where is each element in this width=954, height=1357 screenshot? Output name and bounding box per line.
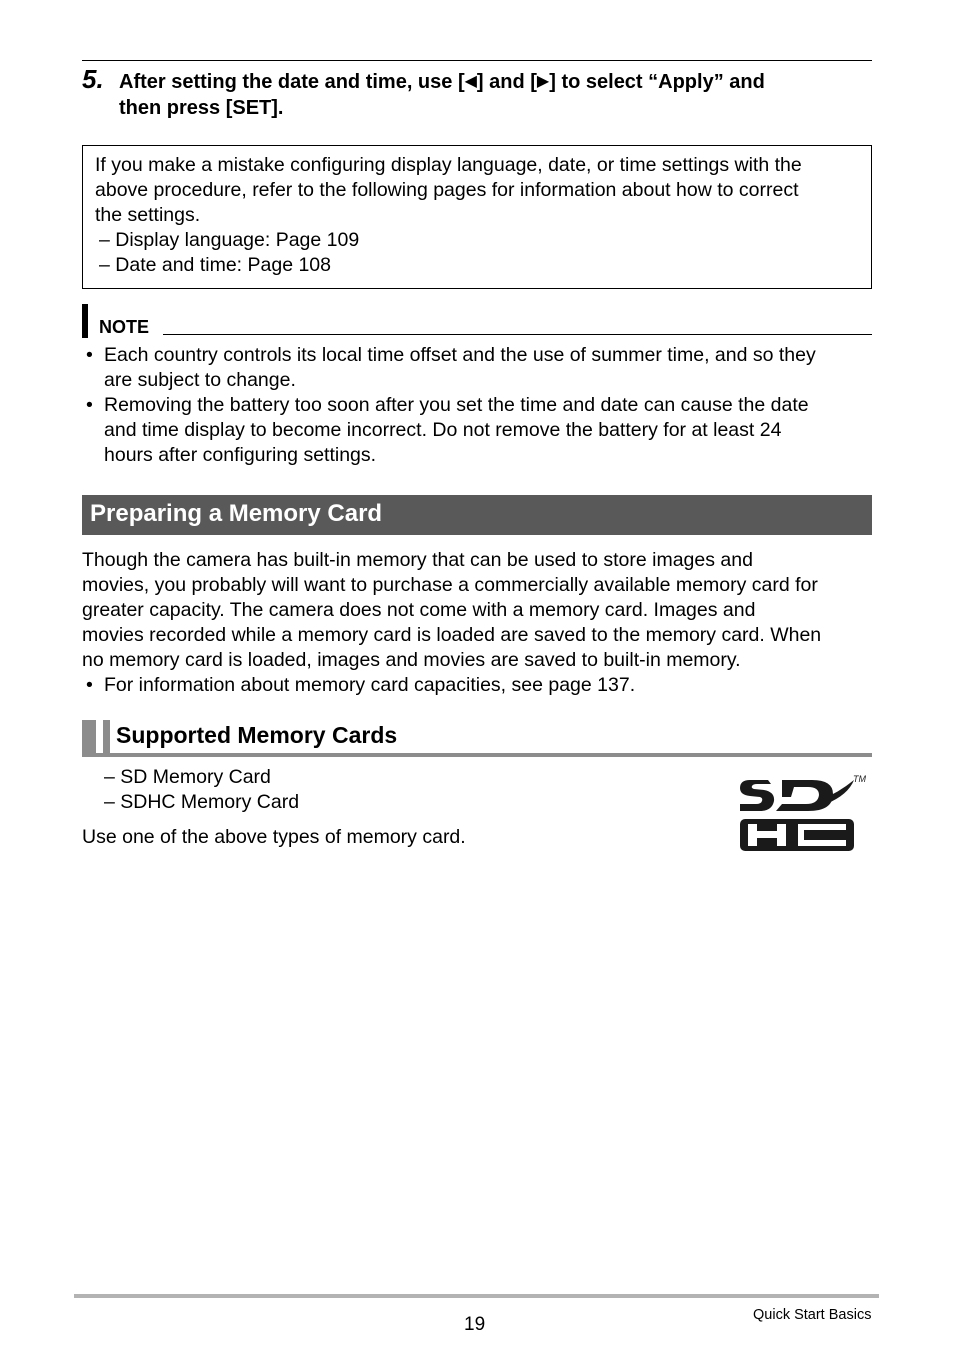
- top-divider: [82, 60, 872, 61]
- step-number: 5.: [82, 64, 104, 94]
- note-item-line: hours after configuring settings.: [104, 444, 377, 466]
- info-reference-language: – Display language: Page 109: [99, 229, 360, 251]
- bullet-icon: •: [86, 674, 93, 696]
- note-item-line: Removing the battery too soon after you set the time and date can cause the date: [104, 394, 809, 416]
- bullet-icon: •: [86, 394, 93, 416]
- subsection-marker-bar: [103, 720, 110, 754]
- card-usage-text: Use one of the above types of memory card.: [82, 826, 466, 848]
- correction-info-text: [95, 153, 865, 278]
- step-line-2: then press [SET].: [119, 97, 284, 119]
- footer-divider: [74, 1294, 879, 1298]
- subsection-marker-bar: [82, 720, 96, 754]
- note-item-line: Each country controls its local time offset and the use of summer time, and so they: [104, 344, 816, 366]
- note-item-line: and time display to become incorrect. Do not remove the battery for at least 24: [104, 419, 782, 441]
- step-line-1: [119, 69, 869, 95]
- note-label: NOTE: [99, 317, 150, 337]
- subsection-title: Supported Memory Cards: [116, 722, 398, 748]
- capacity-bullet-text: For information about memory card capacities, see page 137.: [104, 674, 636, 696]
- card-type-item: – SD Memory Card: [104, 766, 271, 788]
- section-paragraph: [82, 548, 872, 673]
- subsection-underline: [82, 753, 872, 757]
- capacity-bullet-list: [82, 673, 872, 698]
- note-item: [82, 393, 872, 468]
- paragraph-line: movies recorded while a memory card is loaded are saved to the memory card. When: [82, 624, 822, 646]
- info-line: the settings.: [95, 204, 201, 226]
- bullet-icon: •: [86, 344, 93, 366]
- logo-trademark: TM: [853, 774, 866, 784]
- left-arrow-icon: ◀: [464, 73, 477, 90]
- note-item-line: are subject to change.: [104, 369, 296, 391]
- step-text-suffix: ] to select “Apply” and: [549, 71, 765, 93]
- note-divider: [163, 334, 872, 335]
- note-marker-bar: [82, 304, 88, 338]
- footer-section-name: Quick Start Basics: [753, 1307, 872, 1323]
- note-list: [82, 343, 872, 468]
- page-number: 19: [464, 1314, 486, 1335]
- step-text-prefix: After setting the date and time, use [: [119, 71, 465, 93]
- right-arrow-icon: ▶: [536, 73, 550, 90]
- paragraph-line: no memory card is loaded, images and movies are saved to built-in memory.: [82, 649, 741, 671]
- note-item: [82, 343, 872, 393]
- paragraph-line: Though the camera has built-in memory that can be used to store images and: [82, 549, 753, 571]
- info-line: If you make a mistake configuring display language, date, or time settings with the: [95, 154, 802, 176]
- card-type-item: – SDHC Memory Card: [104, 791, 300, 813]
- sdhc-logo-icon: [738, 773, 870, 853]
- info-line: above procedure, refer to the following pages for information about how to correct: [95, 179, 799, 201]
- step-text-mid: ] and [: [476, 71, 537, 93]
- supported-card-list: [104, 765, 299, 815]
- paragraph-line: movies, you probably will want to purchase a commercially available memory card for: [82, 574, 818, 596]
- section-title: Preparing a Memory Card: [90, 500, 383, 527]
- paragraph-line: greater capacity. The camera does not come with a memory card. Images and: [82, 599, 756, 621]
- step-instruction: [119, 69, 869, 121]
- info-reference-date-time: – Date and time: Page 108: [99, 254, 331, 276]
- capacity-bullet: [82, 673, 872, 698]
